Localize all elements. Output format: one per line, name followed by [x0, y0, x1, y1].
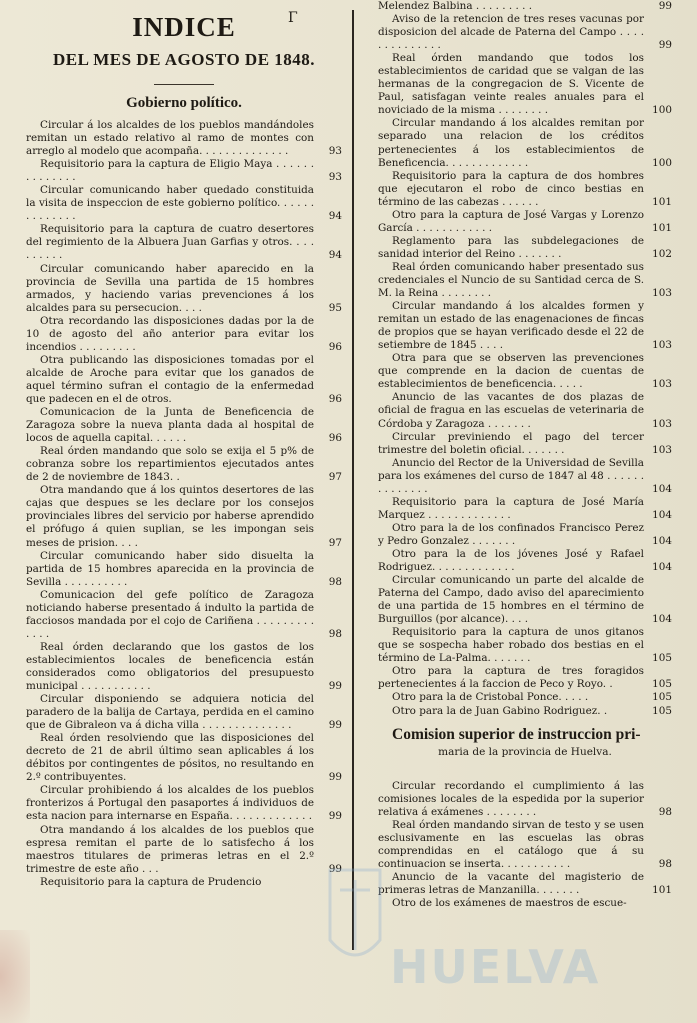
section-title-gobierno: Gobierno político.	[126, 95, 242, 111]
index-entry	[378, 548, 672, 574]
entry-text: Comunicacion del gefe político de Zaragoza noticiando haberse presentado á indulto la partida de facciosos mandada por el cojo de Cariñena . . . . . . . . . . . . .	[26, 588, 314, 640]
entry-page-number: 102	[652, 247, 672, 260]
entry-page-number: 97	[328, 471, 342, 484]
index-entry	[378, 13, 672, 52]
entry-page-number: 94	[328, 249, 342, 262]
left-column	[26, 0, 342, 889]
entry-page-number: 98	[658, 805, 672, 818]
entry-text: Otra publicando las disposiciones tomadas por el alcalde de Aroche para evitar que los ganados de aquel término sufran el contagio de la enfermedad que padecen en el de otros.	[26, 353, 314, 405]
entry-page-number: 103	[652, 339, 672, 352]
entry-page-number: 103	[652, 287, 672, 300]
entry-text: Circular comunicando haber sido disuelta la partida de 15 hombres aparecida en la provincia de Sevilla . . . . . . . . . .	[26, 549, 314, 588]
index-entry	[378, 391, 672, 430]
entry-page-number: 98	[658, 857, 672, 870]
entry-text: Circular recordando el cumplimiento á las comisiones locales de la espedida por la superior relativa á exámenes . . . . . . . .	[378, 779, 644, 818]
entry-page-number: 104	[652, 561, 672, 574]
index-entry	[378, 261, 672, 300]
entry-text: Otra mandando que á los quintos desertores de las cajas que despues se les declare por los consejos provinciales libres del servicio por haberse aprendido el prófugo á quien suplian, se les impongan seis meses de prision. . . .	[26, 484, 314, 549]
entry-text: Anuncio de la vacante del magisterio de primeras letras de Manzanilla. . . . . . .	[378, 870, 644, 896]
entry-page-number: 95	[328, 301, 342, 314]
entry-page-number: 99	[328, 771, 342, 784]
index-entry	[378, 431, 672, 457]
entry-text: Requisitorio para la captura de unos gitanos que se sospecha haber robado dos bestias en el término de La-Palma. . . . . . .	[378, 626, 644, 665]
index-entry	[378, 235, 672, 261]
entry-page-number: 98	[328, 627, 342, 640]
entry-page-number: 105	[652, 678, 672, 691]
index-entry	[378, 300, 672, 352]
index-entry	[378, 352, 672, 391]
entry-page-number: 101	[652, 883, 672, 896]
index-entry	[26, 550, 342, 589]
entry-text: Aviso de la retencion de tres reses vacunas por disposicion del alcade de Paterna del Campo . . . . . . . . . . . . . .	[378, 13, 644, 52]
index-entry	[378, 52, 672, 117]
index-entry	[378, 705, 672, 718]
index-entry	[378, 780, 672, 819]
section-title-comision: Comision superior de instruccion pri-	[392, 725, 641, 743]
right-column	[378, 0, 672, 910]
entry-text: Real órden comunicando haber presentado sus credenciales el Nuncio de su Santidad cerca de S. M. la Reina . . . . . . . .	[378, 260, 644, 300]
index-entry	[26, 732, 342, 784]
entry-text: Requisitorio para la captura de Eligio Maya . . . . . . . . . . . . . .	[26, 158, 314, 184]
entry-text: Otro para la de los confinados Francisco Perez y Pedro Gonzalez . . . . . . .	[378, 521, 644, 547]
entry-text: Otro para la captura de tres foragidos pertenecientes á la faccion de Peco y Royo. .	[378, 665, 644, 691]
entry-text: Circular comunicando haber quedado constituida la visita de inspeccion de este gobierno político. . . . . . . . . . . . . .	[26, 184, 314, 223]
entry-text: Circular prohibiendo á los alcaldes de los pueblos fronterizos á Portugal den pasaportes á individuos de esta nacion para internarse en España. . . . . . . . . . . . .	[26, 784, 314, 823]
entry-page-number: 104	[652, 508, 672, 521]
index-entry	[26, 445, 342, 484]
entry-text: Circular á los alcaldes de los pueblos mandándoles remitan un estado relativo al ramo de montes con arreglo al modelo que acompaña. . . . . . . . . . . . . .	[26, 119, 314, 158]
entry-page-number: 103	[652, 417, 672, 430]
entry-text: Real órden mandando sirvan de testo y se usen esclusivamente en las escuelas las obras comprendidas en el catálogo que á su continuacion se inserta. . . . . . . . . . .	[378, 818, 644, 870]
index-entry	[26, 263, 342, 315]
entry-page-number: 99	[328, 862, 342, 875]
index-title: INDICE	[132, 12, 236, 42]
left-entries-list	[26, 119, 342, 889]
entry-text: Otro para la de Cristobal Ponce. . . . .	[392, 691, 589, 704]
index-entry	[378, 496, 672, 522]
entry-text: Real órden mandando que solo se exija el 5 p% de cobranza sobre los repartimientos ejecutados antes de 2 de noviembre de 1843. .	[26, 445, 314, 484]
entry-page-number: 99	[328, 810, 342, 823]
entry-page-number: 101	[652, 221, 672, 234]
entry-page-number: 105	[652, 652, 672, 665]
index-entry	[378, 117, 672, 169]
index-entry	[378, 691, 672, 704]
index-entry	[378, 574, 672, 626]
entry-text: Melendez Balbina . . . . . . . . .	[378, 0, 532, 12]
entry-text: Otro de los exámenes de maestros de escue-	[392, 897, 627, 909]
entry-page-number: 96	[328, 432, 342, 445]
entry-page-number: 101	[652, 195, 672, 208]
index-entry	[26, 184, 342, 223]
entry-text: Otra para que se observen las prevenciones que comprende en la dacion de cuentas de establecimientos de beneficencia. . . . .	[378, 352, 644, 391]
entry-text: Reglamento para las subdelegaciones de sanidad interior del Reino . . . . . . .	[378, 234, 644, 260]
entry-page-number: 103	[652, 378, 672, 391]
index-entry	[26, 354, 342, 406]
entry-page-number: 105	[652, 691, 672, 704]
index-entry	[26, 158, 342, 184]
entry-page-number: 97	[328, 536, 342, 549]
paper-stain	[0, 930, 30, 1023]
index-entry	[378, 457, 672, 496]
index-entry	[378, 522, 672, 548]
entry-text: Requisitorio para la captura de dos hombres que ejecutaron el robo de cinco bestias en término de las cabezas . . . . . .	[378, 169, 644, 208]
index-entry	[26, 223, 342, 262]
entry-text: Anuncio del Rector de la Universidad de Sevilla para los exámenes del curso de 1847 al 48 . . . . . . . . . . . . . .	[378, 456, 644, 495]
entry-text: Comunicacion de la Junta de Beneficencia de Zaragoza sobre la nueva planta dada al hospital de locos de aquella capital. . . . . .	[26, 406, 314, 445]
index-entry	[378, 170, 672, 209]
column-divider	[352, 10, 354, 950]
entry-text: Real órden declarando que los gastos de los establecimientos locales de beneficencia están considerados como obligatorios del presupuesto municipal . . . . . . . . . . .	[26, 640, 314, 693]
entry-text: Requisitorio para la captura de Prudencio	[40, 875, 262, 888]
entry-page-number: 96	[328, 392, 342, 405]
entry-page-number: 100	[652, 104, 672, 117]
entry-page-number: 99	[328, 680, 342, 693]
entry-text: Anuncio de las vacantes de dos plazas de oficial de fragua en las escuelas de veterinaria de Córdoba y Zaragoza . . . . . . .	[378, 391, 644, 430]
entry-text: Circular disponiendo se adquiera noticia del paradero de la balija de Cartaya, perdida en el camino que de Gibraleon va á dicha villa . . . . . . . . . . . . . .	[26, 693, 314, 732]
entry-page-number: 98	[328, 575, 342, 588]
entry-page-number: 94	[328, 210, 342, 223]
index-entry	[378, 0, 672, 13]
entry-page-number: 100	[652, 156, 672, 169]
entry-text: Otro para la captura de José Vargas y Lorenzo García . . . . . . . . . . . .	[378, 208, 644, 234]
entry-text: Requisitorio para la captura de José María Marquez . . . . . . . . . . . . .	[378, 495, 644, 521]
entry-page-number: 99	[658, 0, 672, 12]
index-entry	[26, 406, 342, 445]
index-entry	[26, 315, 342, 354]
entry-page-number: 104	[652, 534, 672, 547]
section-subtitle-comision: maria de la provincia de Huelva.	[438, 745, 612, 758]
index-entry	[378, 665, 672, 691]
entry-text: Circular comunicando haber aparecido en la provincia de Sevilla una partida de 15 hombres armados, y haciendo varias prevenciones á los alcaldes para su persecucion. . . .	[26, 262, 314, 314]
entry-text: Otra recordando las disposiciones dadas por la de 10 de agosto del año anterior para evitar los incendios . . . . . . . . .	[26, 314, 314, 353]
corner-mark: Γ	[288, 10, 298, 26]
entry-page-number: 103	[652, 443, 672, 456]
entry-text: Real órden resolviendo que las disposiciones del decreto de 21 de abril último sean aplicables á los débitos por contingentes de pósitos, no resultando en 2.º contribuyentes.	[26, 732, 314, 784]
watermark-text: HUELVA	[390, 940, 601, 994]
entry-page-number: 93	[328, 171, 342, 184]
right-entries-list	[378, 0, 672, 718]
index-entry	[26, 484, 342, 549]
entry-text: Requisitorio para la captura de cuatro desertores del regimiento de la Albuera Juan Garfias y otros. . . . . . . . . .	[26, 223, 314, 262]
entry-page-number: 104	[652, 613, 672, 626]
index-entry	[26, 641, 342, 693]
entry-page-number: 99	[658, 39, 672, 52]
title-rule	[154, 84, 214, 85]
entry-text: Circular previniendo el pago del tercer trimestre del boletin oficial. . . . . . .	[378, 430, 644, 456]
entry-text: Otra mandando á los alcaldes de los pueblos que espresa remitan el parte de lo satisfecho á los maestros titulares de primeras letras en el 2.º trimestre de este año . . .	[26, 823, 314, 875]
entry-text: Otro para la de los jóvenes José y Rafael Rodriguez. . . . . . . . . . . . .	[378, 547, 644, 574]
entry-page-number: 105	[652, 704, 672, 717]
entry-page-number: 93	[328, 145, 342, 158]
index-subtitle: DEL MES DE AGOSTO DE 1848.	[52, 50, 316, 69]
entry-page-number: 96	[328, 340, 342, 353]
index-entry	[26, 589, 342, 641]
index-entry	[378, 209, 672, 235]
index-entry	[26, 784, 342, 823]
index-entry	[26, 693, 342, 732]
entry-text: Circular mandando á los alcaldes formen y remitan un estado de las enagenaciones de fincas de propios que se hayan verificado desde el 22 de setiembre de 1845 . . . .	[378, 300, 644, 352]
entry-text: Otro para la de Juan Gabino Rodriguez. .	[392, 704, 608, 717]
entry-text: Circular mandando á los alcaldes remitan por separado una relacion de los créditos pertenecientes á los establecimientos de Beneficencia. . . . . . . . . . . . .	[378, 117, 644, 169]
entry-text: Circular comunicando un parte del alcalde de Paterna del Campo, dado aviso del aparecimiento de una partida de 15 hombres en el término de Burguillos (por alcance). . . .	[378, 574, 644, 626]
index-entry	[378, 626, 672, 665]
index-entry	[26, 119, 342, 158]
entry-page-number: 104	[652, 482, 672, 495]
entry-text: Real órden mandando que todos los establecimientos de caridad que se valgan de las hermanas de la congregacion de S. Vicente de Paul, satisfagan veinte reales anuales para el noviciado de la misma . . . . . . . .	[378, 52, 644, 117]
entry-page-number: 99	[328, 719, 342, 732]
